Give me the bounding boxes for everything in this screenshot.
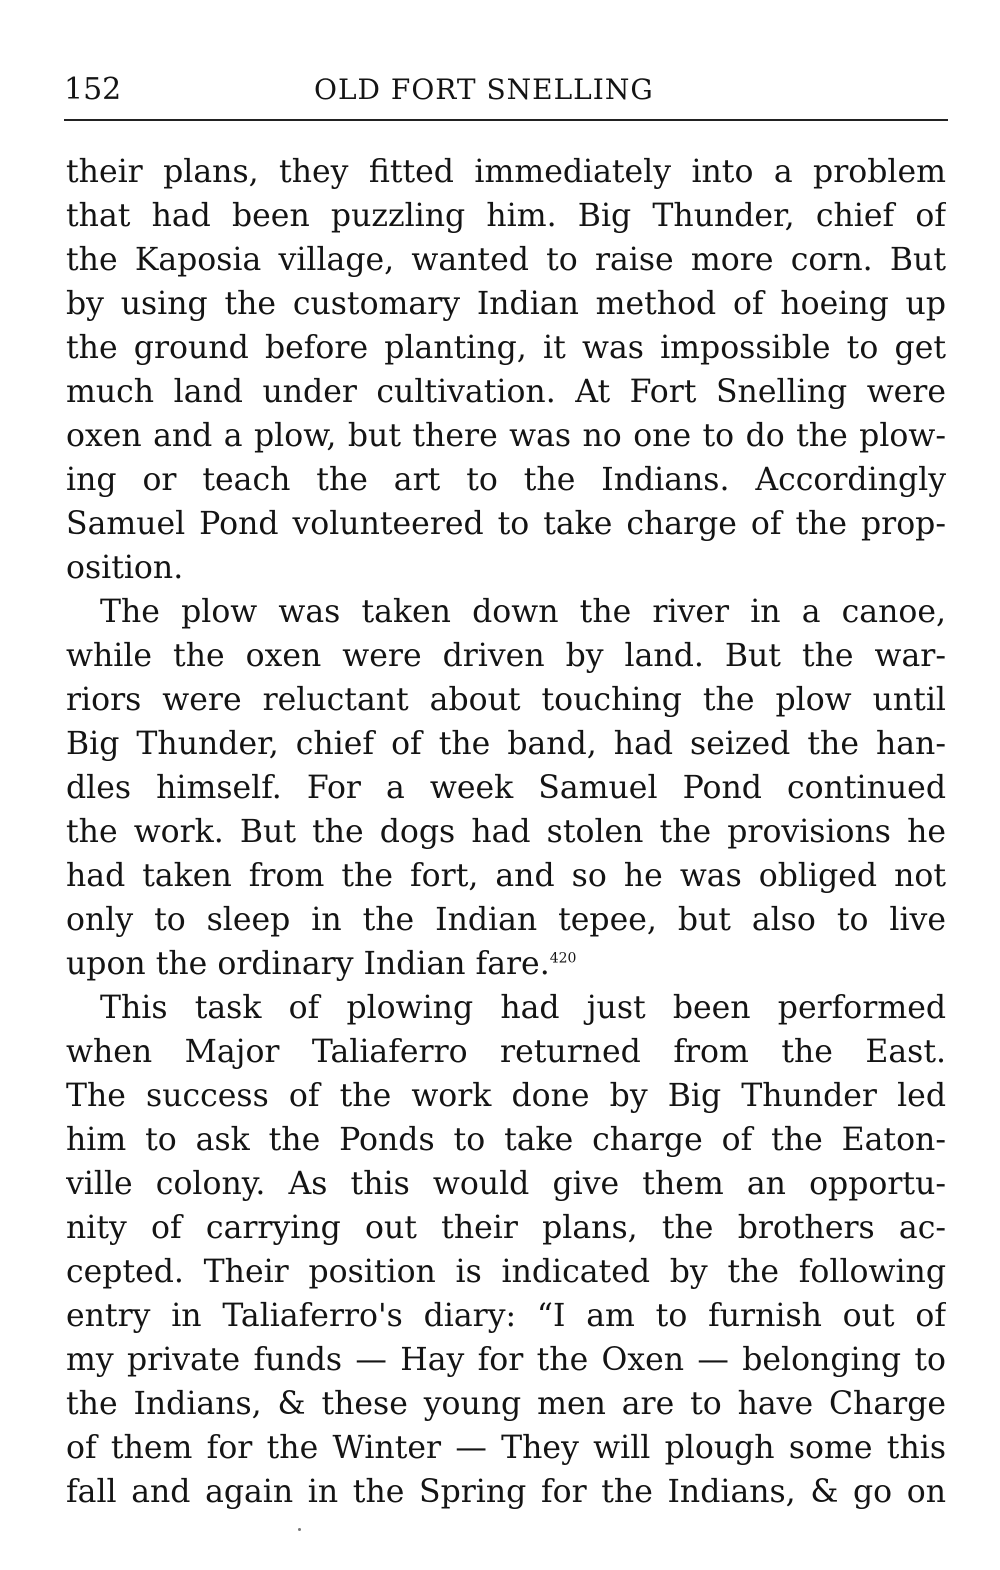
text-line: nity of carrying out their plans, the brothers ac- <box>66 1210 946 1246</box>
text-line: The success of the work done by Big Thunder led <box>66 1078 946 1114</box>
page-number: 152 <box>64 72 122 107</box>
text-line: cepted. Their position is indicated by the following <box>66 1254 946 1290</box>
text-line: the ground before planting, it was impossible to get <box>66 330 946 366</box>
page-header <box>64 70 948 110</box>
text-line: that had been puzzling him. Big Thunder, chief of <box>66 198 946 234</box>
text-line: only to sleep in the Indian tepee, but also to live <box>66 902 946 938</box>
text-line: him to ask the Ponds to take charge of the Eaton- <box>66 1122 946 1158</box>
text-line: much land under cultivation. At Fort Snelling were <box>66 374 946 410</box>
text-line: riors were reluctant about touching the plow until <box>66 682 946 718</box>
paragraph-3 <box>66 986 946 1514</box>
text-line: oxen and a plow, but there was no one to do the plow- <box>66 418 946 454</box>
text-line: The plow was taken down the river in a canoe, <box>100 594 946 630</box>
text-line: osition. <box>66 550 184 586</box>
text-line: ing or teach the art to the Indians. Accordingly <box>66 462 946 498</box>
text-line: fall and again in the Spring for the Indians, & go on <box>66 1474 946 1510</box>
text-line: entry in Taliaferro's diary: “I am to furnish out of <box>66 1298 946 1334</box>
text-line: when Major Taliaferro returned from the East. <box>66 1034 946 1070</box>
text-line: the Indians, & these young men are to have Charge <box>66 1386 946 1422</box>
print-speck <box>298 1528 301 1531</box>
text-line: while the oxen were driven by land. But the war- <box>66 638 946 674</box>
text-line: upon the ordinary Indian fare. <box>66 946 550 982</box>
text-line: ville colony. As this would give them an opportu- <box>66 1166 946 1202</box>
footnote-reference: 420 <box>549 950 577 967</box>
text-line: their plans, they fitted immediately into a problem <box>66 154 946 190</box>
text-line: Samuel Pond volunteered to take charge of the prop- <box>66 506 946 542</box>
text-line: had taken from the fort, and so he was obliged not <box>66 858 946 894</box>
text-line: This task of plowing had just been performed <box>100 990 946 1026</box>
text-line: my private funds — Hay for the Oxen — belonging to <box>66 1342 946 1378</box>
paragraph-1 <box>66 150 946 590</box>
text-line-with-footnote <box>66 942 946 986</box>
text-line: by using the customary Indian method of hoeing up <box>66 286 946 322</box>
running-title: OLD FORT SNELLING <box>314 73 654 106</box>
paragraph-2 <box>66 590 946 986</box>
body-text <box>66 150 946 1514</box>
header-rule <box>64 119 948 121</box>
text-line: the Kaposia village, wanted to raise more corn. But <box>66 242 946 278</box>
text-line: of them for the Winter — They will plough some this <box>66 1430 946 1466</box>
text-line: dles himself. For a week Samuel Pond continued <box>66 770 946 806</box>
text-line: the work. But the dogs had stolen the provisions he <box>66 814 946 850</box>
text-line: Big Thunder, chief of the band, had seized the han- <box>66 726 946 762</box>
